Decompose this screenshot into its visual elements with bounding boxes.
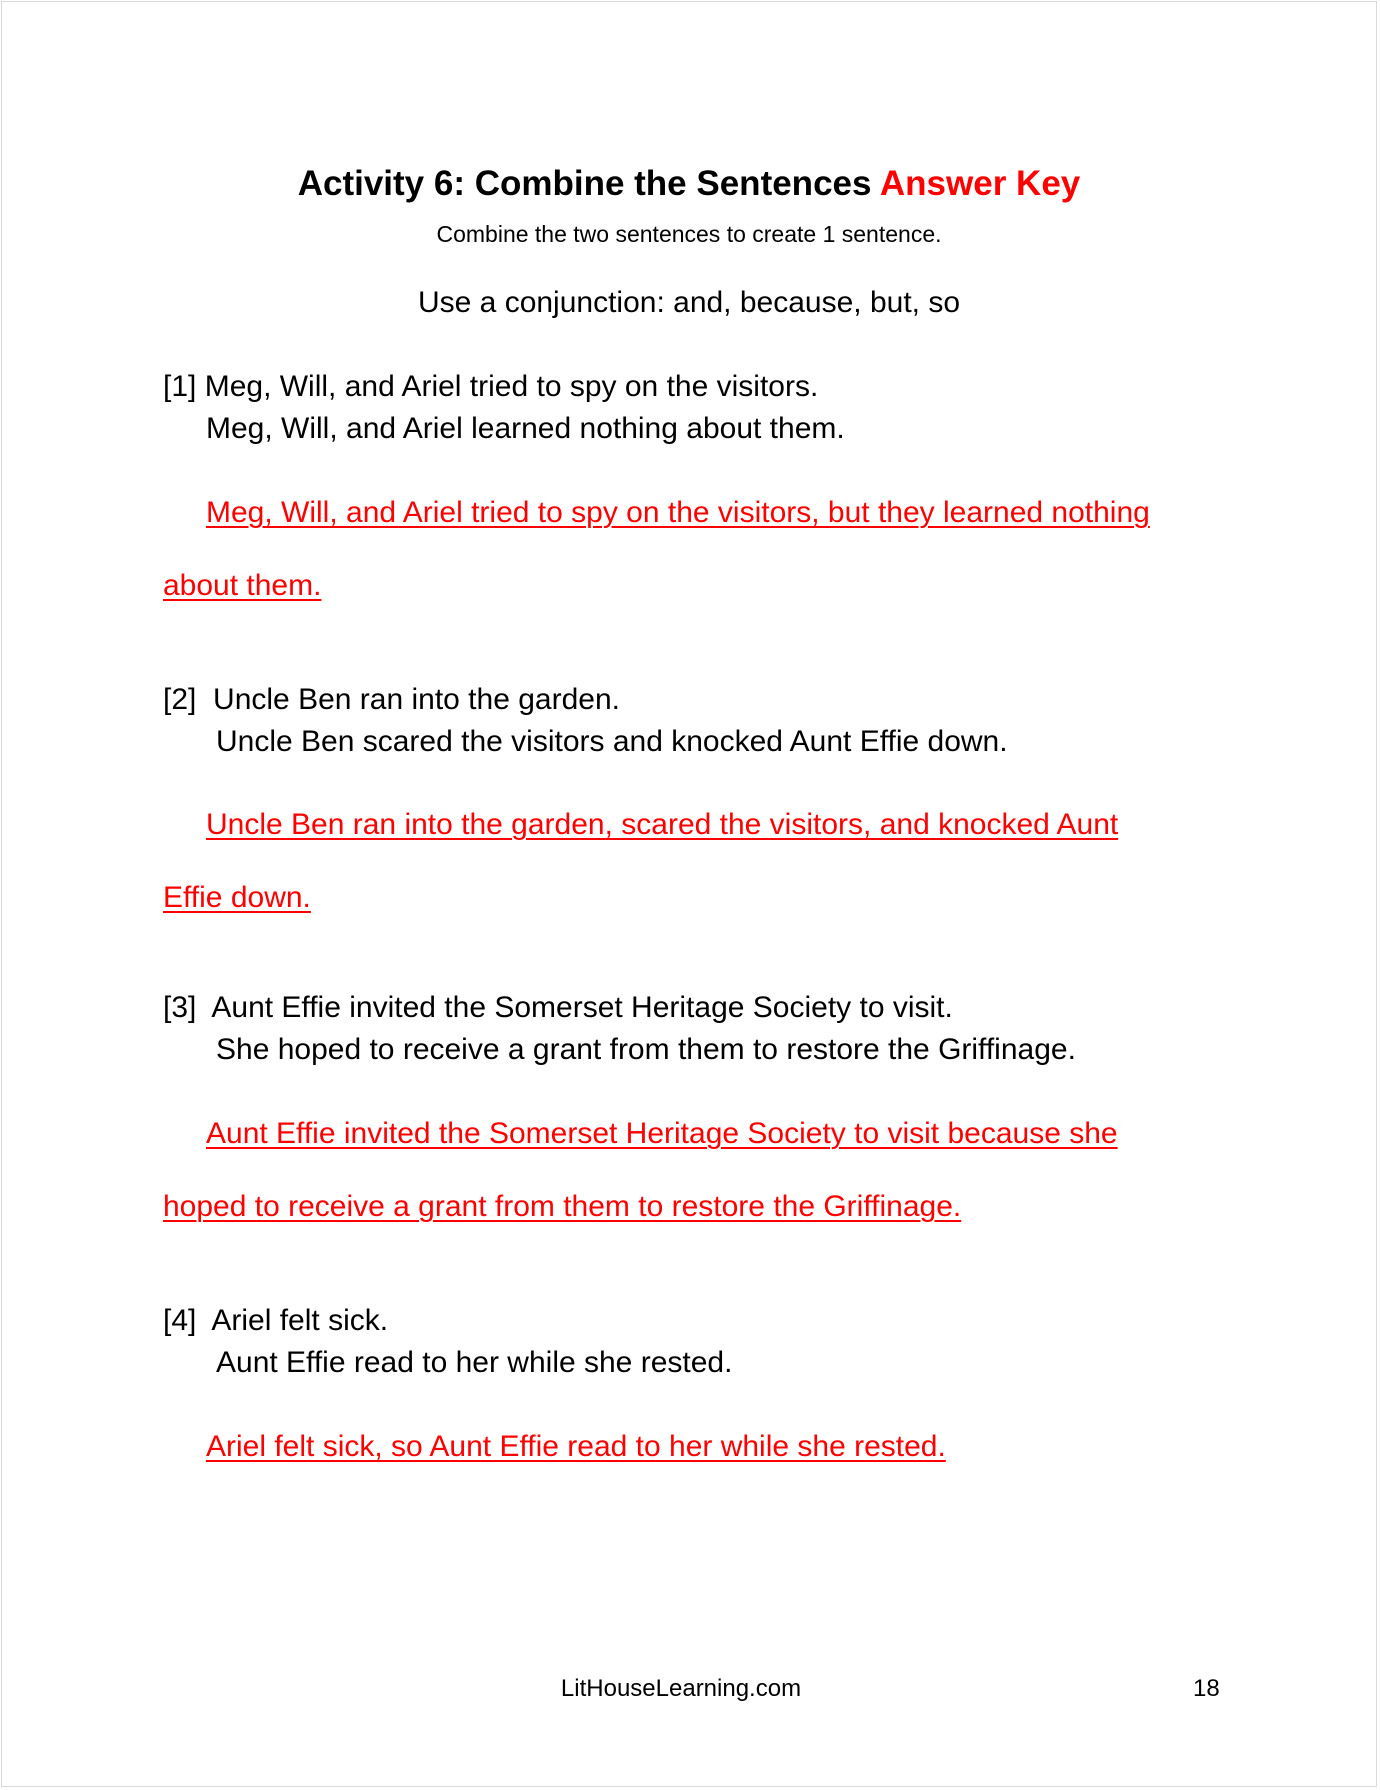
item-4-answer-line-1: Ariel felt sick, so Aunt Effie read to her while she rested. xyxy=(206,1430,946,1463)
item-2-answer-line-2: Effie down. xyxy=(163,881,311,914)
item-3-sentence-1: [3] Aunt Effie invited the Somerset Heritage Society to visit. xyxy=(163,991,953,1024)
item-2-answer-line-1: Uncle Ben ran into the garden, scared the visitors, and knocked Aunt xyxy=(206,808,1119,841)
item-number: [2] xyxy=(163,683,197,716)
instructions: Combine the two sentences to create 1 sentence. xyxy=(436,221,942,247)
item-4-sentence-1: [4] Ariel felt sick. xyxy=(163,1304,389,1337)
item-number: [4] xyxy=(163,1304,197,1337)
item-1-answer-line-1: Meg, Will, and Ariel tried to spy on the visitors, but they learned nothing xyxy=(206,496,1150,529)
item-1-sentence-1: [1] Meg, Will, and Ariel tried to spy on the visitors. xyxy=(163,370,819,403)
item-2-sentence-2: Uncle Ben scared the visitors and knocked Aunt Effie down. xyxy=(216,725,1008,758)
worksheet-page xyxy=(1,1,1377,1787)
page-number: 18 xyxy=(1193,1675,1220,1702)
footer-site: LitHouseLearning.com xyxy=(560,1675,802,1702)
item-3-answer-line-2: hoped to receive a grant from them to restore the Griffinage. xyxy=(163,1190,962,1223)
page-title xyxy=(2,162,1376,206)
item-1-sentence-2: Meg, Will, and Ariel learned nothing about them. xyxy=(206,412,845,445)
item-1-answer-line-2: about them. xyxy=(163,569,322,602)
title-text: Activity 6: Combine the Sentences xyxy=(297,164,872,203)
item-3-sentence-2: She hoped to receive a grant from them to restore the Griffinage. xyxy=(216,1033,1076,1066)
item-3-answer-line-1: Aunt Effie invited the Somerset Heritage Society to visit because she xyxy=(206,1117,1118,1150)
item-number: [1] xyxy=(163,370,197,403)
conjunction-hint: Use a conjunction: and, because, but, so xyxy=(417,286,961,319)
item-2-sentence-1: [2] Uncle Ben ran into the garden. xyxy=(163,683,620,716)
item-number: [3] xyxy=(163,991,197,1024)
item-4-sentence-2: Aunt Effie read to her while she rested. xyxy=(216,1346,733,1379)
answer-key-label: Answer Key xyxy=(879,164,1081,203)
